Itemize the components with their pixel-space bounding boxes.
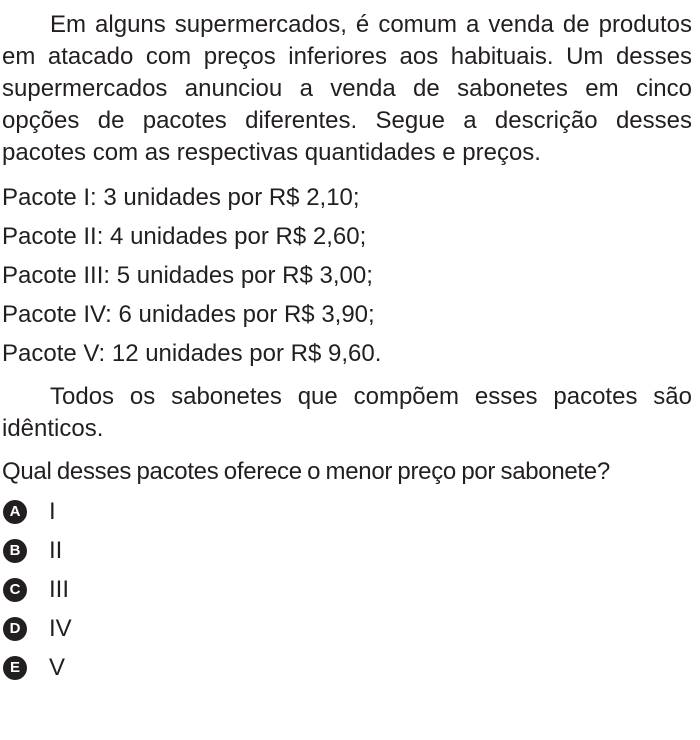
package-item: Pacote III: 5 unidades por R$ 3,00; — [2, 262, 373, 289]
option-a-letter-badge: A — [3, 500, 27, 524]
option-d[interactable] — [2, 609, 692, 648]
option-a-text: I — [49, 497, 56, 525]
option-b-letter-badge: B — [3, 539, 27, 563]
option-b-text: II — [49, 536, 63, 564]
option-e-letter-badge: E — [3, 656, 27, 680]
option-c-letter-badge: C — [3, 578, 27, 602]
package-item: Pacote II: 4 unidades por R$ 2,60; — [2, 223, 367, 250]
answer-options — [2, 492, 692, 687]
option-e-text: V — [49, 653, 66, 681]
option-d-letter-badge: D — [3, 617, 27, 641]
note-paragraph: Todos os sabonetes que compõem esses pacotes são idênticos. — [2, 383, 692, 442]
package-list — [2, 178, 692, 373]
option-d-text: IV — [49, 614, 72, 642]
option-b[interactable] — [2, 531, 692, 570]
package-item: Pacote V: 12 unidades por R$ 9,60. — [2, 340, 382, 367]
package-item: Pacote IV: 6 unidades por R$ 3,90; — [2, 301, 375, 328]
option-e[interactable] — [2, 648, 692, 687]
option-a[interactable] — [2, 492, 692, 531]
option-c-text: III — [49, 575, 70, 603]
package-item: Pacote I: 3 unidades por R$ 2,10; — [2, 184, 360, 211]
option-c[interactable] — [2, 570, 692, 609]
intro-paragraph: Em alguns supermercados, é comum a venda de produtos em atacado com preços inferiores aos habituais. Um desses supermercados anunciou a venda de sabonetes em cinco opções de pacotes diferentes. Segue a descrição desses pacotes com as respectivas quantidades e preços. — [2, 11, 692, 166]
question-prompt: Qual desses pacotes oferece o menor preço por sabonete? — [2, 458, 610, 485]
